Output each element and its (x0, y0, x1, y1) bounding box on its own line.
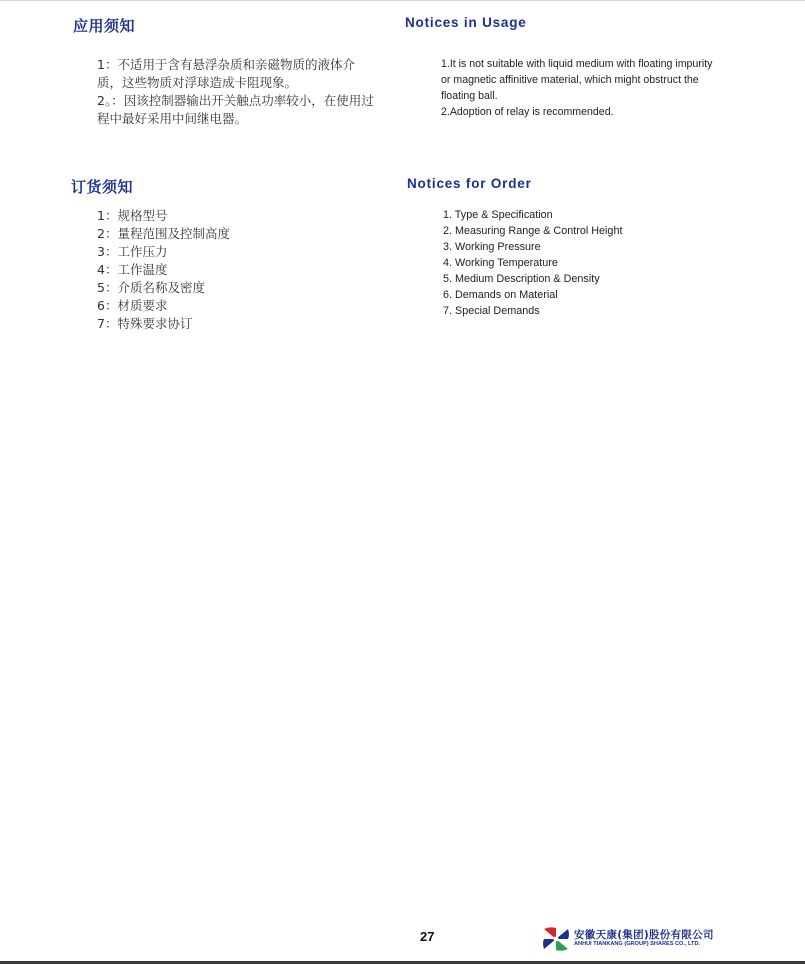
list-item: 1. Type & Specification (443, 209, 553, 221)
list-item: 4. Working Temperature (443, 257, 558, 269)
list-item: 6. Demands on Material (443, 289, 558, 301)
list-item: 4：工作温度 (97, 262, 168, 277)
company-name-cn: 安徽天康(集团)股份有限公司 (574, 929, 714, 941)
company-logo-icon (541, 925, 571, 953)
list-item: 7. Special Demands (443, 305, 540, 317)
usage-text-en-content: 1.It is not suitable with liquid medium with floating impurity or magnetic affinitive material, which might obstruct the floating ball. 2.Adoption of relay is recommended. (441, 58, 713, 118)
usage-text-cn-content: 1：不适用于含有悬浮杂质和亲磁物质的液体介质，这些物质对浮球造成卡阻现象。 2。：因该控制器输出开关触点功率较小，在使用过程中最好采用中间继电器。 (97, 57, 374, 126)
list-item: 2. Measuring Range & Control Height (443, 225, 623, 237)
order-list-en (443, 207, 622, 319)
order-title-cn: 订货须知 (71, 178, 134, 196)
company-logo (541, 925, 726, 953)
list-item: 3：工作压力 (97, 244, 168, 259)
page-number: 27 (420, 929, 435, 944)
top-rule (0, 0, 805, 1)
order-list-cn (97, 207, 230, 333)
list-item: 6：材质要求 (97, 298, 168, 313)
usage-text-en (441, 56, 716, 120)
list-item: 3. Working Pressure (443, 241, 541, 253)
list-item: 7：特殊要求协订 (97, 316, 193, 331)
company-name-en: ANHUI TIANKANG (GROUP) SHARES CO., LTD. (574, 941, 701, 947)
usage-title-en: Notices in Usage (405, 15, 527, 30)
list-item: 5：介质名称及密度 (97, 280, 205, 295)
order-title-en: Notices for Order (407, 176, 532, 191)
list-item: 2：量程范围及控制高度 (97, 226, 230, 241)
list-item: 5. Medium Description & Density (443, 273, 600, 285)
usage-title-cn: 应用须知 (73, 17, 136, 35)
usage-text-cn (97, 56, 379, 128)
list-item: 1：规格型号 (97, 208, 168, 223)
